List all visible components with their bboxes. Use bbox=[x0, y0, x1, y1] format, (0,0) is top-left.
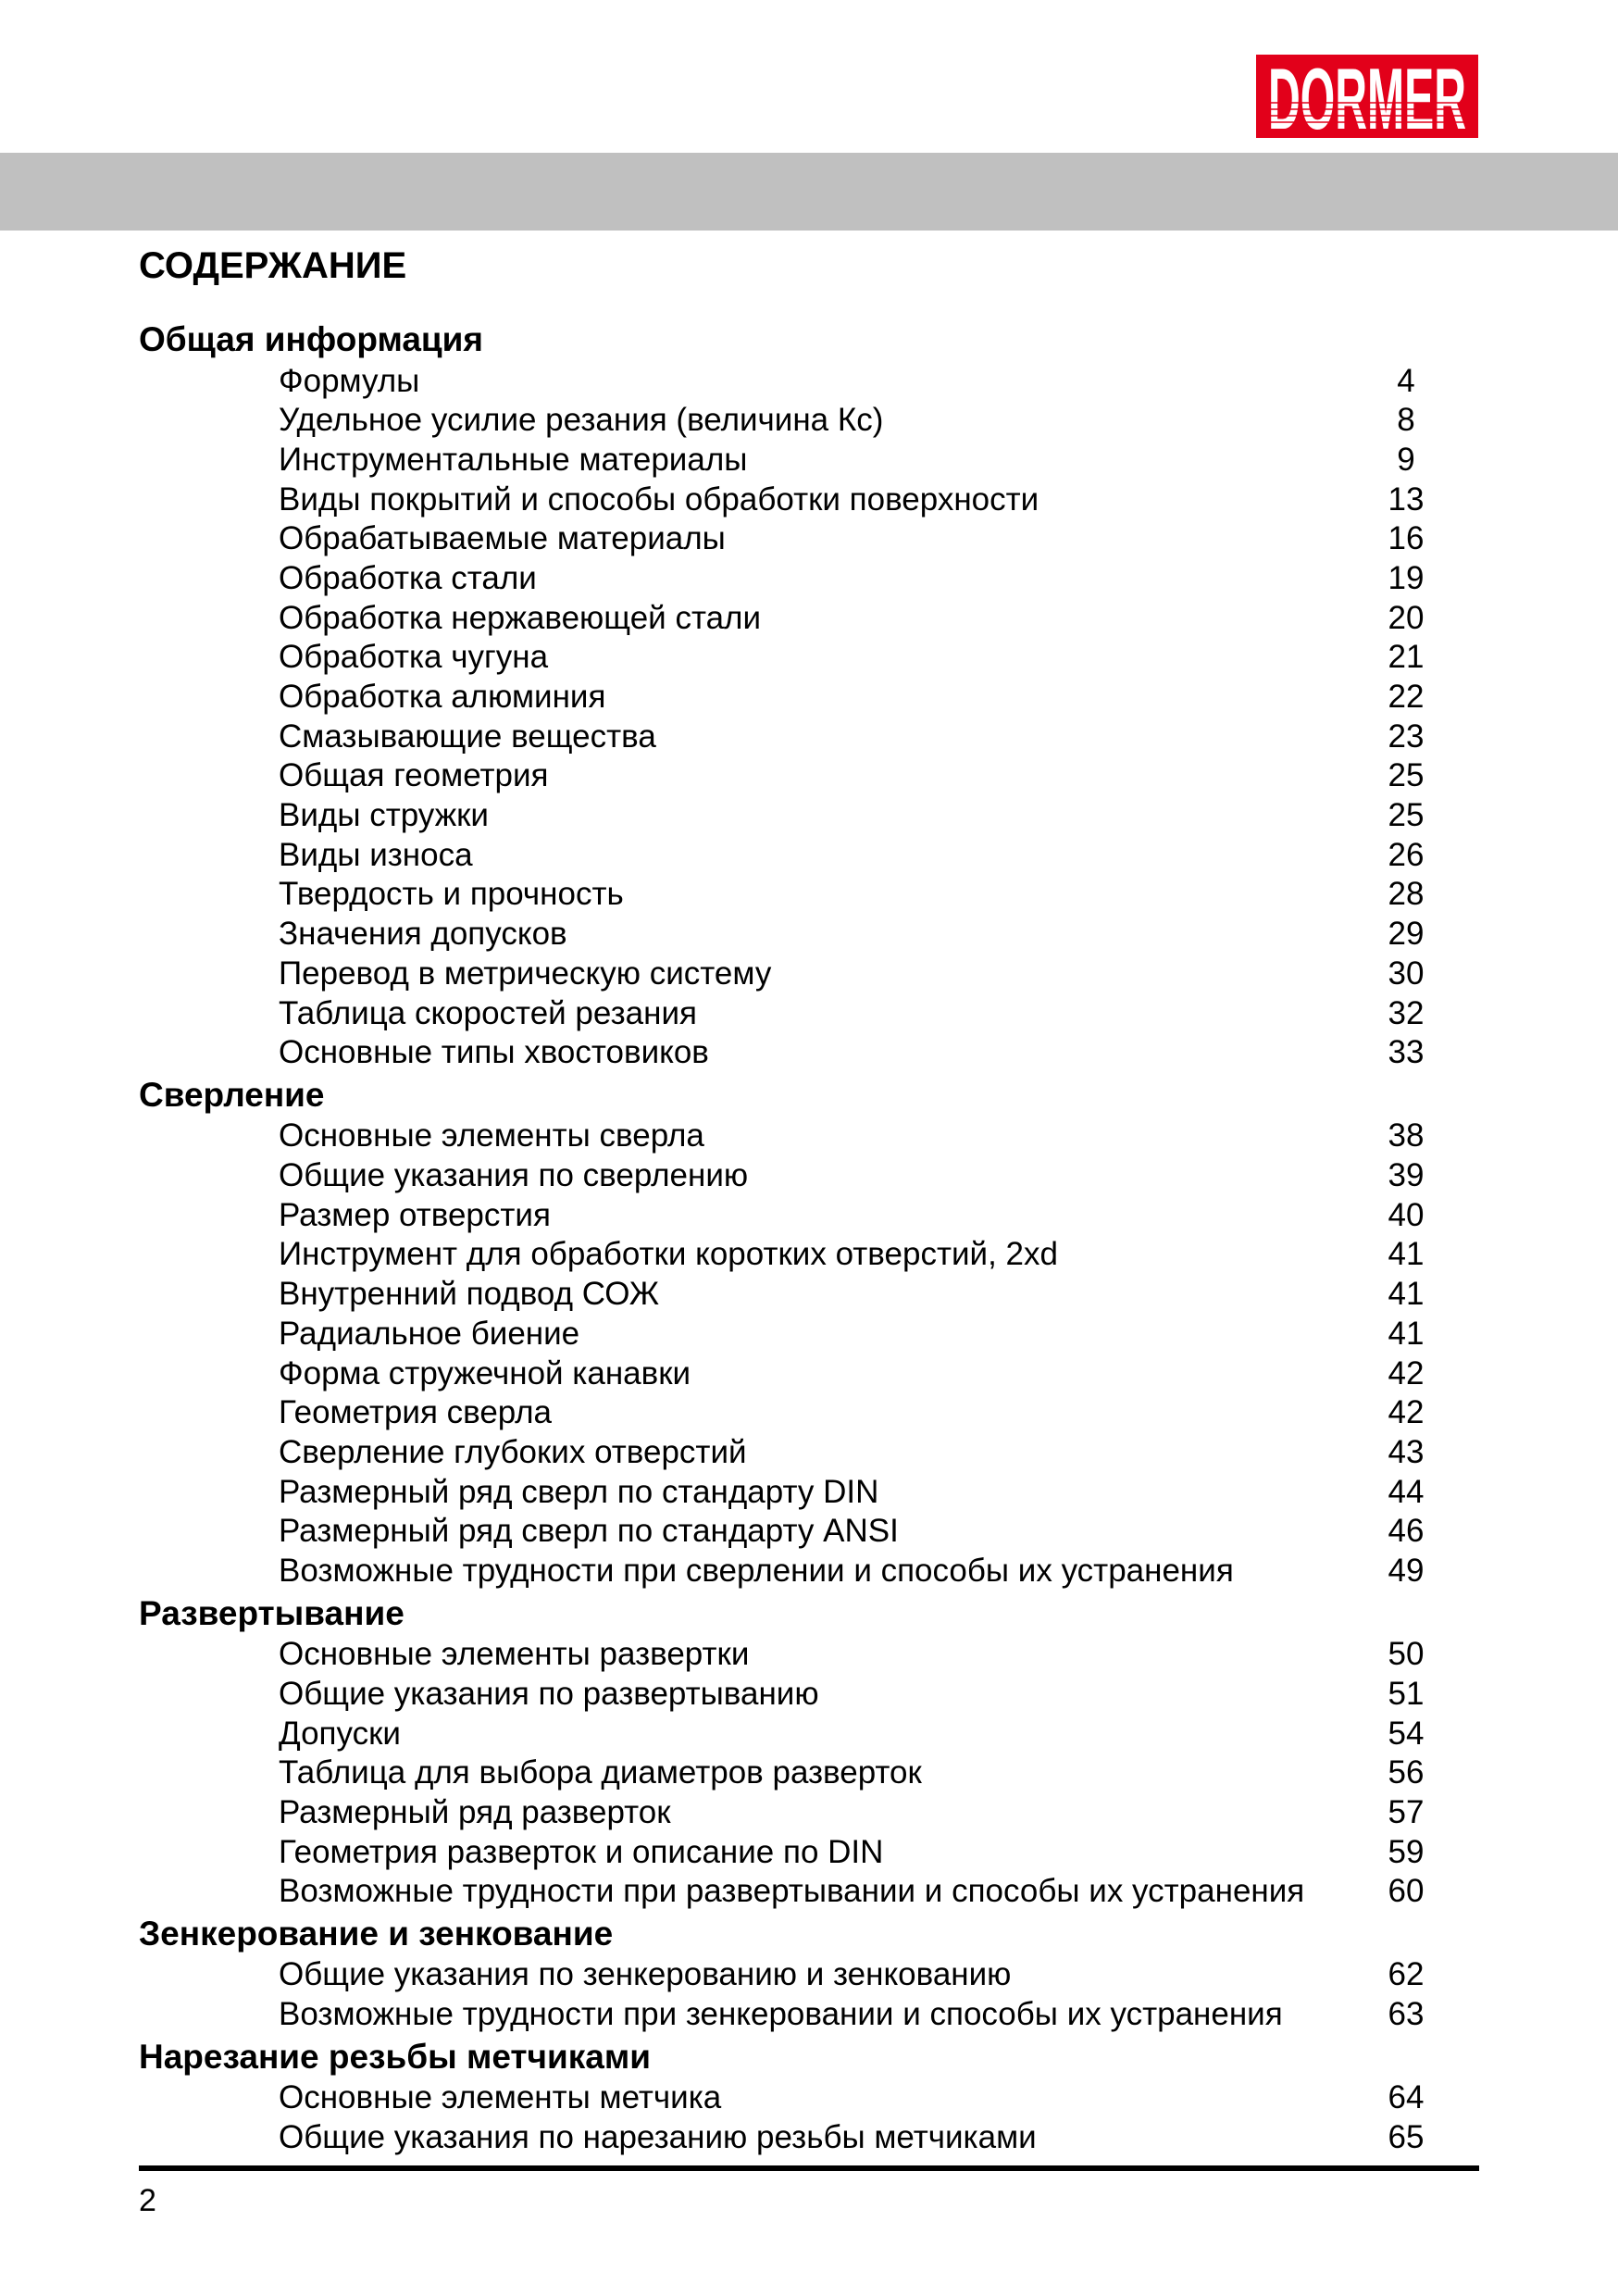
toc-item-page: 50 bbox=[1388, 1636, 1425, 1673]
toc-item-label: Смазывающие вещества bbox=[279, 718, 656, 755]
toc-item-page: 25 bbox=[1388, 757, 1425, 794]
toc-section-title: Общая информация bbox=[139, 320, 483, 358]
toc-item bbox=[0, 1675, 1618, 1715]
toc-section bbox=[0, 2035, 1618, 2158]
page-number: 2 bbox=[139, 2183, 156, 2218]
toc-item-page: 21 bbox=[1388, 639, 1425, 676]
toc-item bbox=[0, 1473, 1618, 1513]
toc-section-title: Нарезание резьбы метчиками bbox=[139, 2037, 651, 2076]
toc-item bbox=[0, 1872, 1618, 1912]
toc-item bbox=[0, 599, 1618, 639]
toc-item-page: 60 bbox=[1388, 1873, 1425, 1910]
toc-section-title: Зенкерование и зенкование bbox=[139, 1914, 614, 1953]
toc-section-title: Сверление bbox=[139, 1075, 325, 1114]
toc-item bbox=[0, 1955, 1618, 1995]
toc-item-page: 19 bbox=[1388, 559, 1425, 596]
toc-item bbox=[0, 441, 1618, 480]
toc-item bbox=[0, 718, 1618, 757]
toc-item-label: Сверление глубоких отверстий bbox=[279, 1433, 747, 1470]
toc-item bbox=[0, 1753, 1618, 1793]
toc-item-page: 42 bbox=[1388, 1354, 1425, 1391]
toc-item-page: 26 bbox=[1388, 836, 1425, 873]
toc-item-label: Обработка стали bbox=[279, 559, 537, 596]
toc-item-page: 9 bbox=[1397, 441, 1415, 478]
toc-item-label: Общая геометрия bbox=[279, 757, 549, 794]
toc-item-page: 39 bbox=[1388, 1157, 1425, 1194]
toc-item bbox=[0, 519, 1618, 559]
toc-section bbox=[0, 1912, 1618, 2035]
toc-item-page: 54 bbox=[1388, 1715, 1425, 1752]
toc-item-label: Геометрия сверла bbox=[279, 1394, 552, 1431]
toc-item-page: 16 bbox=[1388, 520, 1425, 557]
toc-item bbox=[0, 756, 1618, 796]
toc-item-page: 41 bbox=[1388, 1276, 1425, 1313]
toc-item-page: 41 bbox=[1388, 1236, 1425, 1273]
toc-item-label: Общие указания по нарезанию резьбы метчиками bbox=[279, 2119, 1037, 2155]
toc-section bbox=[0, 318, 1618, 1073]
toc-item bbox=[0, 1552, 1618, 1591]
toc-item-page: 40 bbox=[1388, 1196, 1425, 1233]
logo-text: DORMER bbox=[1268, 50, 1466, 147]
toc-item bbox=[0, 915, 1618, 955]
toc-item bbox=[0, 638, 1618, 678]
toc-item-page: 64 bbox=[1388, 2079, 1425, 2116]
bottom-rule bbox=[139, 2165, 1479, 2171]
toc-item-page: 30 bbox=[1388, 955, 1425, 992]
toc-item-page: 38 bbox=[1388, 1117, 1425, 1154]
toc-item-label: Возможные трудности при сверлении и способы их устранения bbox=[279, 1552, 1234, 1589]
toc-item-page: 42 bbox=[1388, 1394, 1425, 1431]
toc-item bbox=[0, 994, 1618, 1034]
toc-item bbox=[0, 1196, 1618, 1236]
toc-item-label: Обработка нержавеющей стали bbox=[279, 599, 762, 636]
toc-item-label: Размерный ряд сверл по стандарту ANSI bbox=[279, 1513, 899, 1550]
toc-item bbox=[0, 2118, 1618, 2158]
toc-item-label: Инструментальные материалы bbox=[279, 441, 748, 478]
toc-item bbox=[0, 362, 1618, 402]
toc-item-label: Внутренний подвод СОЖ bbox=[279, 1276, 660, 1313]
toc-item bbox=[0, 1117, 1618, 1156]
dormer-logo bbox=[1256, 50, 1478, 147]
toc-item-page: 63 bbox=[1388, 1996, 1425, 2033]
toc-title: СОДЕРЖАНИЕ bbox=[139, 245, 407, 286]
toc-item-label: Таблица для выбора диаметров разверток bbox=[279, 1754, 922, 1791]
toc-item-page: 51 bbox=[1388, 1675, 1425, 1712]
toc-item-page: 33 bbox=[1388, 1034, 1425, 1071]
toc-item-page: 41 bbox=[1388, 1315, 1425, 1352]
toc-item bbox=[0, 875, 1618, 915]
toc-item bbox=[0, 401, 1618, 441]
toc-section bbox=[0, 1591, 1618, 1912]
toc-item-label: Обработка чугуна bbox=[279, 639, 549, 676]
toc-item-label: Основные элементы метчика bbox=[279, 2079, 722, 2116]
toc-item-page: 22 bbox=[1388, 679, 1425, 715]
toc-item-label: Геометрия разверток и описание по DIN bbox=[279, 1833, 884, 1870]
toc-item bbox=[0, 1156, 1618, 1196]
toc-item bbox=[0, 1315, 1618, 1354]
toc-item-label: Виды покрытий и способы обработки поверхности bbox=[279, 480, 1039, 518]
toc-item-label: Радиальное биение bbox=[279, 1315, 580, 1352]
toc-item-page: 32 bbox=[1388, 994, 1425, 1031]
toc-item-label: Основные элементы сверла bbox=[279, 1117, 704, 1154]
toc-item bbox=[0, 1275, 1618, 1315]
toc-item-label: Виды стружки bbox=[279, 797, 489, 834]
toc-item-label: Основные элементы развертки bbox=[279, 1636, 750, 1673]
toc-item-page: 13 bbox=[1388, 480, 1425, 518]
toc-item-label: Допуски bbox=[279, 1715, 401, 1752]
toc-item-label: Удельное усилие резания (величина Кс) bbox=[279, 402, 884, 439]
toc-item-page: 20 bbox=[1388, 599, 1425, 636]
toc-item-page: 23 bbox=[1388, 718, 1425, 755]
toc-item-page: 43 bbox=[1388, 1433, 1425, 1470]
toc-item-page: 56 bbox=[1388, 1754, 1425, 1791]
toc-item-label: Инструмент для обработки коротких отверстий, 2xd bbox=[279, 1236, 1058, 1273]
toc-item-label: Значения допусков bbox=[279, 916, 567, 953]
toc-item bbox=[0, 480, 1618, 520]
toc-item-label: Общие указания по сверлению bbox=[279, 1157, 749, 1194]
toc-item-label: Размерный ряд сверл по стандарту DIN bbox=[279, 1473, 879, 1510]
toc-item-label: Твердость и прочность bbox=[279, 876, 624, 913]
toc-item bbox=[0, 678, 1618, 718]
toc-item-page: 4 bbox=[1397, 362, 1415, 399]
toc-item bbox=[0, 1793, 1618, 1833]
toc-item-page: 25 bbox=[1388, 797, 1425, 834]
toc-item-label: Таблица скоростей резания bbox=[279, 994, 697, 1031]
toc-item bbox=[0, 2078, 1618, 2118]
toc-item-label: Размерный ряд разверток bbox=[279, 1793, 671, 1830]
toc-item-label: Общие указания по развертыванию bbox=[279, 1675, 819, 1712]
toc-item-page: 57 bbox=[1388, 1793, 1425, 1830]
toc-item-page: 46 bbox=[1388, 1513, 1425, 1550]
toc-item-label: Размер отверстия bbox=[279, 1196, 551, 1233]
toc-item bbox=[0, 1033, 1618, 1073]
toc-item-page: 8 bbox=[1397, 402, 1415, 439]
toc-item bbox=[0, 796, 1618, 836]
table-of-contents bbox=[0, 318, 1618, 2158]
toc-item bbox=[0, 1354, 1618, 1394]
toc-item-page: 29 bbox=[1388, 916, 1425, 953]
toc-item bbox=[0, 1635, 1618, 1675]
toc-item-page: 49 bbox=[1388, 1552, 1425, 1589]
toc-item-label: Форма стружечной канавки bbox=[279, 1354, 691, 1391]
toc-item-page: 62 bbox=[1388, 1956, 1425, 1993]
toc-item-label: Основные типы хвостовиков bbox=[279, 1034, 709, 1071]
toc-item bbox=[0, 559, 1618, 599]
toc-item-page: 59 bbox=[1388, 1833, 1425, 1870]
toc-item bbox=[0, 1512, 1618, 1552]
toc-item bbox=[0, 1833, 1618, 1873]
toc-item-label: Перевод в метрическую систему bbox=[279, 955, 772, 992]
toc-item bbox=[0, 836, 1618, 876]
toc-section bbox=[0, 1073, 1618, 1591]
toc-item-label: Формулы bbox=[279, 362, 420, 399]
toc-item-label: Возможные трудности при развертывании и способы их устранения bbox=[279, 1873, 1305, 1910]
header-band bbox=[0, 153, 1618, 231]
toc-item-page: 65 bbox=[1388, 2119, 1425, 2155]
toc-item-page: 44 bbox=[1388, 1473, 1425, 1510]
toc-item-label: Возможные трудности при зенкеровании и способы их устранения bbox=[279, 1996, 1283, 2033]
toc-item bbox=[0, 1235, 1618, 1275]
toc-item bbox=[0, 955, 1618, 994]
toc-item bbox=[0, 1715, 1618, 1754]
toc-item bbox=[0, 1995, 1618, 2035]
toc-item-label: Общие указания по зенкерованию и зенкованию bbox=[279, 1956, 1012, 1993]
toc-item-label: Обработка алюминия bbox=[279, 679, 606, 715]
toc-item-label: Виды износа bbox=[279, 836, 473, 873]
toc-section-title: Развертывание bbox=[139, 1593, 404, 1632]
toc-item bbox=[0, 1393, 1618, 1433]
toc-item-label: Обрабатываемые материалы bbox=[279, 520, 726, 557]
toc-item bbox=[0, 1433, 1618, 1473]
toc-item-page: 28 bbox=[1388, 876, 1425, 913]
